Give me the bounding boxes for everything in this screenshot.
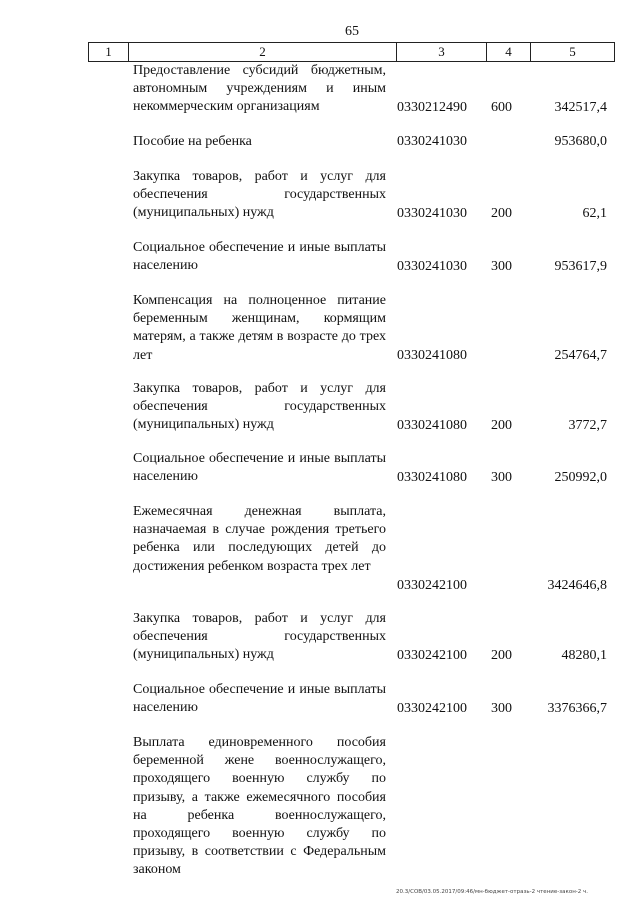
row-description: Социальное обеспечение и иные выплаты населению [133,240,386,274]
row-description: Предоставление субсидий бюджетным, автономным учреждениям и иным некоммерческим организациям [133,63,386,115]
row-description: Закупка товаров, работ и услуг для обеспечения государственных (муниципальных) нужд [133,611,386,663]
row-code: 0330241030 [397,259,467,274]
row-amount: 3772,7 [568,418,607,433]
row-amount: 3376366,7 [547,701,607,716]
row-code: 0330241080 [397,418,467,433]
row-amount: 342517,4 [554,100,607,115]
row-amount: 250992,0 [554,470,607,485]
row-description: Выплата единовременного пособия беременной жене военнослужащего, проходящего военную службу по призыву, а также ежемесячного пособия на ребенка военнослужащего, проходящего военную службу по призыву, в соответствии с Федеральным законом [133,735,386,878]
row-description: Ежемесячная денежная выплата, назначаемая в случае рождения третьего ребенка или последующих детей до достижения ребенком возраста трех лет [133,504,386,574]
footer-file-note: 20.3/СОВ/03.05.2017/09:46/мн-бюджет-отразь-2 чтение-закон-2 ч. [396,889,589,895]
row-description: Пособие на ребенка [133,134,252,149]
table-row [0,62,640,117]
row-amount: 3424646,8 [547,578,607,593]
row-code: 0330212490 [397,100,467,115]
row-code: 0330242100 [397,701,467,716]
row-type: 200 [491,418,512,433]
table-row [0,292,640,366]
table-row [0,503,640,595]
table-row [0,168,640,223]
table-header-row [88,42,615,62]
row-code: 0330242100 [397,578,467,593]
row-description: Закупка товаров, работ и услуг для обеспечения государственных (муниципальных) нужд [133,381,386,433]
row-amount: 48280,1 [561,648,607,663]
row-type: 300 [491,470,512,485]
row-description: Социальное обеспечение и иные выплаты населению [133,682,386,716]
column-header-4: 4 [486,43,530,61]
row-amount: 254764,7 [554,348,607,363]
row-type: 200 [491,206,512,221]
row-description: Социальное обеспечение и иные выплаты населению [133,451,386,485]
table-row [0,239,640,276]
table-row [0,610,640,665]
page-number: 65 [345,24,359,39]
row-amount: 953617,9 [554,259,607,274]
column-header-1: 1 [88,43,128,61]
row-code: 0330241030 [397,206,467,221]
table-row [0,681,640,718]
column-header-5: 5 [530,43,615,61]
row-code: 0330241080 [397,470,467,485]
row-type: 600 [491,100,512,115]
table-row [0,380,640,435]
row-type: 300 [491,259,512,274]
column-header-3: 3 [396,43,486,61]
table-row [0,734,640,878]
row-description: Закупка товаров, работ и услуг для обеспечения государственных (муниципальных) нужд [133,169,386,221]
row-type: 200 [491,648,512,663]
row-code: 0330241080 [397,348,467,363]
row-type: 300 [491,701,512,716]
table-row [0,450,640,487]
row-code: 0330242100 [397,648,467,663]
row-amount: 62,1 [582,206,607,221]
row-amount: 953680,0 [554,134,607,149]
table-row [0,133,640,153]
row-code: 0330241030 [397,134,467,149]
row-description: Компенсация на полноценное питание беременным женщинам, кормящим матерям, а также детям в возрасте до трех лет [133,293,386,363]
column-header-2: 2 [128,43,396,61]
